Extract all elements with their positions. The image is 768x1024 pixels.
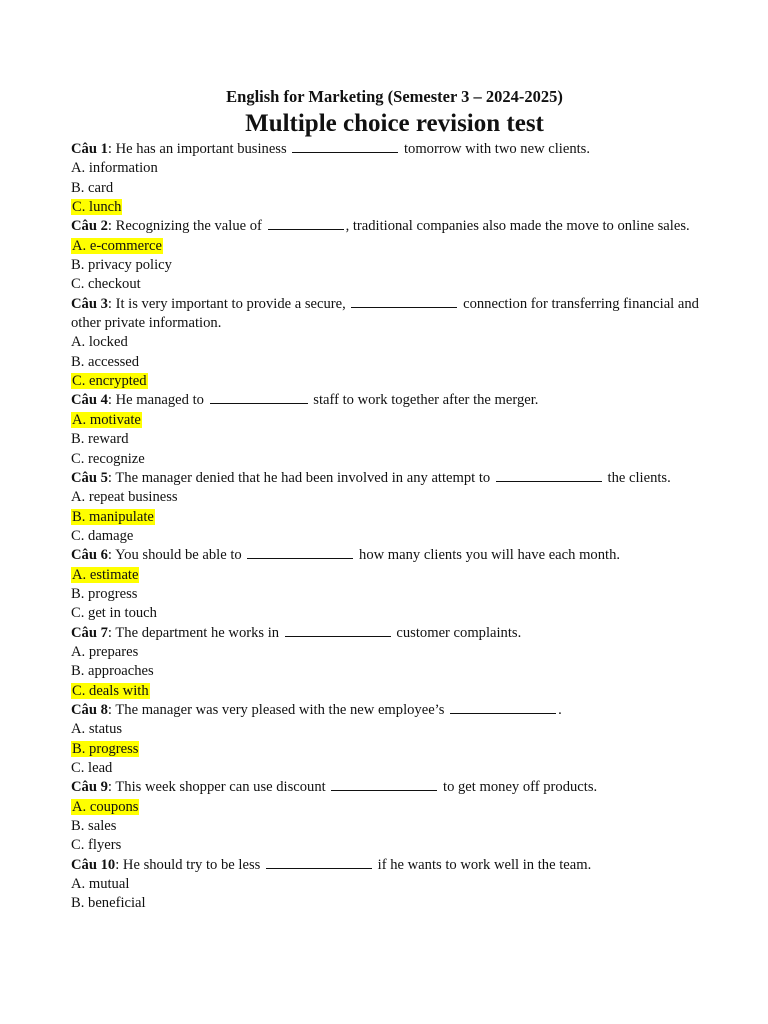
- option-label: A. repeat business: [71, 489, 178, 506]
- question-text-after: customer complaints.: [396, 624, 522, 641]
- option-label: B. privacy policy: [71, 257, 172, 274]
- question-text-before: It is very important to provide a secure,: [115, 295, 346, 312]
- question-text-after: how many clients you will have each month.: [359, 547, 621, 564]
- question-number: Câu 1: [71, 141, 108, 157]
- question-6-option-3: [71, 604, 708, 623]
- question-text-before: He should try to be less: [122, 856, 261, 873]
- question-6-option-2: [71, 585, 708, 604]
- option-label: C. get in touch: [71, 605, 157, 622]
- option-label: A. status: [71, 721, 123, 738]
- question-4-option-1: [71, 411, 708, 430]
- option-label: B. accessed: [71, 353, 140, 370]
- question-10-option-2: [71, 894, 708, 913]
- question-list: [71, 140, 708, 914]
- question-5: Câu 5: The manager denied that he had been involved in any attempt to the clients.: [71, 469, 671, 486]
- course-subtitle: English for Marketing (Semester 3 – 2024-2025): [226, 87, 563, 106]
- question-number: Câu 9: [71, 779, 108, 796]
- question-text-after: staff to work together after the merger.: [313, 392, 539, 409]
- question-number: Câu 2: [71, 218, 108, 235]
- question-4-option-3: [71, 450, 708, 469]
- correct-answer-highlight: A. estimate: [72, 566, 139, 583]
- question-text-before: You should be able to: [115, 547, 242, 564]
- question-6-option-1: [71, 566, 708, 585]
- option-label: C. lead: [71, 760, 113, 776]
- question-text-before: The department he works in: [115, 624, 280, 641]
- option-label: C. flyers: [71, 837, 122, 854]
- question-8: Câu 8: The manager was very pleased with the new employee’s .: [71, 701, 562, 718]
- option-label: C. checkout: [71, 276, 141, 293]
- option-label: B. reward: [71, 431, 129, 448]
- question-9-option-3: [71, 836, 708, 855]
- option-label: B. sales: [71, 818, 117, 835]
- correct-answer-highlight: C. encrypted: [72, 373, 147, 390]
- answer-blank: [268, 217, 344, 230]
- question-1-option-3: [71, 198, 708, 217]
- question-5-option-3: [71, 527, 708, 546]
- answer-blank: [351, 295, 457, 308]
- option-label: B. approaches: [71, 663, 154, 680]
- question-3-option-1: [71, 333, 708, 352]
- answer-blank: [266, 856, 372, 869]
- option-label: A. locked: [71, 334, 128, 351]
- question-7-option-1: [71, 643, 708, 662]
- answer-blank: [247, 546, 353, 559]
- question-number: Câu 4: [71, 392, 108, 409]
- test-title: Multiple choice revision test: [245, 110, 544, 137]
- correct-answer-highlight: A. motivate: [72, 411, 141, 428]
- question-5-option-2: [71, 508, 708, 527]
- question-text-before: The manager denied that he had been involved in any attempt to: [115, 469, 491, 486]
- question-text-before: Recognizing the value of: [115, 218, 262, 235]
- correct-answer-highlight: A. e-commerce: [72, 237, 162, 254]
- question-10: Câu 10: He should try to be less if he wants to work well in the team.: [71, 856, 592, 873]
- question-text-after: , traditional companies also made the move to online sales.: [345, 218, 690, 235]
- question-8-option-3: [71, 759, 708, 778]
- question-text-after: tomorrow with two new clients.: [403, 141, 591, 157]
- answer-blank: [331, 778, 437, 791]
- question-8-option-1: [71, 720, 708, 739]
- option-label: A. mutual: [71, 876, 130, 893]
- question-9: Câu 9: This week shopper can use discount to get money off products.: [71, 779, 598, 796]
- question-number: Câu 10: [71, 856, 116, 873]
- question-number: Câu 3: [71, 295, 108, 312]
- correct-answer-highlight: A. coupons: [72, 798, 139, 815]
- question-9-option-1: [71, 798, 708, 817]
- question-text-before: This week shopper can use discount: [115, 779, 326, 796]
- question-3: Câu 3: It is very important to provide a secure, connection for transferring financial and other private information.: [71, 295, 699, 332]
- option-label: B. card: [71, 179, 114, 196]
- question-8-option-2: [71, 740, 708, 759]
- question-7-option-2: [71, 662, 708, 681]
- question-text-after: connection for transferring financial and other private information.: [71, 295, 699, 332]
- question-1-option-1: [71, 159, 708, 178]
- question-text-after: .: [558, 701, 562, 718]
- option-label: C. damage: [71, 527, 134, 544]
- answer-blank: [496, 469, 602, 482]
- question-4-option-2: [71, 430, 708, 449]
- question-text-after: to get money off products.: [443, 779, 598, 796]
- question-1: Câu 1: He has an important business tomorrow with two new clients.: [71, 141, 591, 157]
- option-label: A. information: [71, 160, 158, 177]
- correct-answer-highlight: B. manipulate: [72, 508, 154, 525]
- question-9-option-2: [71, 817, 708, 836]
- question-7: Câu 7: The department he works in customer complaints.: [71, 624, 522, 641]
- question-1-option-2: [71, 179, 708, 198]
- question-5-option-1: [71, 488, 708, 507]
- answer-blank: [285, 624, 391, 637]
- question-7-option-3: [71, 682, 708, 701]
- answer-blank: [450, 701, 556, 714]
- option-label: B. beneficial: [71, 895, 146, 912]
- question-text-after: if he wants to work well in the team.: [377, 856, 592, 873]
- answer-blank: [292, 140, 398, 153]
- question-number: Câu 6: [71, 547, 108, 564]
- question-4: Câu 4: He managed to staff to work together after the merger.: [71, 392, 539, 409]
- question-text-before: The manager was very pleased with the new employee’s: [115, 701, 445, 718]
- question-number: Câu 7: [71, 624, 108, 641]
- question-2-option-1: [71, 237, 708, 256]
- question-2-option-2: [71, 256, 708, 275]
- option-label: A. prepares: [71, 643, 139, 660]
- correct-answer-highlight: B. progress: [72, 740, 139, 757]
- question-3-option-2: [71, 353, 708, 372]
- question-2: Câu 2: Recognizing the value of , traditional companies also made the move to online sales.: [71, 218, 690, 235]
- question-6: Câu 6: You should be able to how many clients you will have each month.: [71, 547, 621, 564]
- option-label: C. recognize: [71, 450, 145, 467]
- question-10-option-1: [71, 875, 708, 894]
- question-text-after: the clients.: [607, 469, 671, 486]
- question-number: Câu 8: [71, 701, 108, 718]
- option-label: B. progress: [71, 585, 138, 602]
- answer-blank: [210, 391, 308, 404]
- question-3-option-3: [71, 372, 708, 391]
- question-text-before: He managed to: [115, 392, 204, 409]
- correct-answer-highlight: C. lunch: [72, 199, 122, 216]
- question-2-option-3: [71, 275, 708, 294]
- question-number: Câu 5: [71, 469, 108, 486]
- question-text-before: He has an important business: [115, 141, 287, 157]
- correct-answer-highlight: C. deals with: [72, 682, 149, 699]
